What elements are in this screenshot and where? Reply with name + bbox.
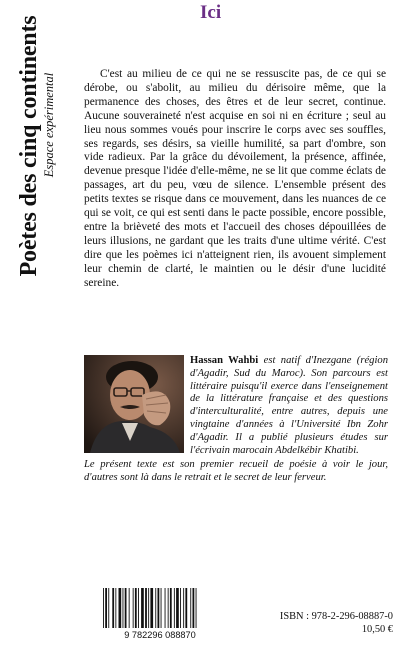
barcode (99, 588, 221, 640)
barcode-bar (193, 588, 195, 628)
back-cover-text: C'est au milieu de ce qui ne se ressuscite pas, de ce qui se dérobe, ou s'abolit, au milieu du dérisoire même, que la permanence des choses, des êtres et de leur secret, continue. Aucune souveraineté n'est acquise en soi ni en écriture ; seul au lieu nous sommes voués pour inscrire le corps avec ses souffles, ses regards, ses désirs, sa vieille humilité, sa part d'ombre, son vide radieux. Par la grâce du dévoilement, la présence, affinée, devenue presque l'idée d'elle-même, ne se lit que comme éclats de passages, art du peu, vœu de silence. L'ensemble présent des petits textes se risque dans ce mouvement, dans les nuances de ce qui se voit, ce qui est senti dans le pacte possible, encore possible, entre la brièveté des mots et l'accueil des choses dépouillées de leurs illusions, ne gardant que les traits d'une ultime vérité. C'est dire que les poèmes ici n'atteignent rien, ils avouent simplement leur chemin de clarté, le maintien ou le désir d'une lucidité sereine. (84, 68, 386, 289)
book-price: 10,50 € (361, 624, 393, 635)
series-title: Poètes des cinq continents (16, 15, 42, 277)
barcode-bar (105, 588, 107, 628)
barcode-bar (196, 588, 197, 628)
barcode-bar (168, 588, 169, 628)
barcode-bar (155, 588, 156, 628)
barcode-bar (150, 588, 153, 628)
barcode-bar (125, 588, 127, 628)
barcode-bar (185, 588, 187, 628)
barcode-bar (103, 588, 104, 628)
barcode-bar (176, 588, 179, 628)
barcode-bar (133, 588, 134, 628)
isbn-number: ISBN : 978-2-296-08887-0 (279, 611, 393, 622)
barcode-bar (141, 588, 144, 628)
isbn-price-block (273, 610, 393, 636)
barcode-bar (138, 588, 139, 628)
barcode-digits: 9 782296 088870 (124, 630, 196, 640)
author-bio (190, 355, 388, 457)
spine (2, 6, 56, 306)
author-bio-text: est natif d'Inezgane (région d'Agadir, Sud du Maroc). Son parcours est littéraire puisqu'il exerce dans l'enseignement de la littérature française et des questions d'interculturalité, entre autres, depuis une vingtaine d'années à l'Université Ibn Zohr d'Agadir. Il a publié plusieurs études sur l'écrivain marocain Abdelkébir Khatibi. (190, 355, 388, 456)
author-bio-continued: Le présent texte est son premier recueil de poésie à voir le jour, d'autres sont là dans le retrait et le secret de leur ferveur. (84, 459, 388, 483)
barcode-bar (123, 588, 124, 628)
barcode-bar (112, 588, 114, 628)
barcode-bar (161, 588, 162, 628)
author-name: Hassan Wahbi (190, 355, 259, 366)
barcode-bars (103, 588, 197, 628)
barcode-bar (170, 588, 172, 628)
barcode-bar (183, 588, 184, 628)
barcode-bar (135, 588, 137, 628)
barcode-bar (119, 588, 122, 628)
book-title: Ici (200, 2, 222, 23)
author-portrait-image (84, 355, 184, 453)
barcode-bar (145, 588, 147, 628)
barcode-bar (148, 588, 149, 628)
barcode-bar (115, 588, 116, 628)
barcode-bar (158, 588, 160, 628)
barcode-bar (190, 588, 191, 628)
barcode-bar (180, 588, 181, 628)
barcode-bar (108, 588, 109, 628)
barcode-bar (165, 588, 166, 628)
barcode-bar (174, 588, 175, 628)
series-subtitle: Espace expérimental (42, 72, 56, 178)
author-photo (84, 355, 184, 453)
barcode-bar (129, 588, 130, 628)
